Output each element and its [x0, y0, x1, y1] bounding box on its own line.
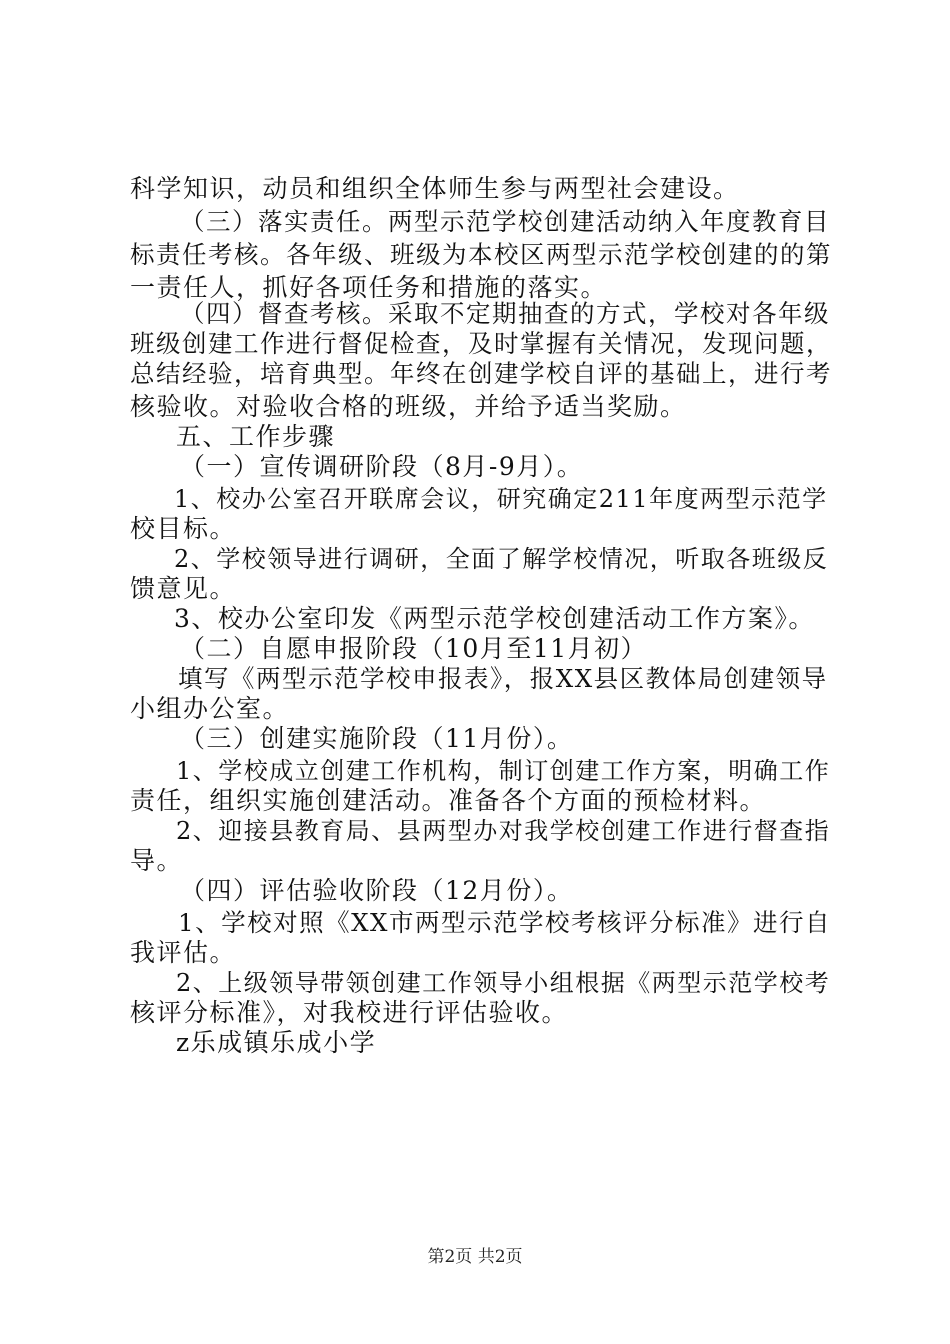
- text-line: （三）落实责任。两型示范学校创建活动纳入年度教育目: [180, 207, 830, 236]
- text-line: 校目标。: [130, 514, 237, 543]
- text-line: 2、学校领导进行调研，全面了解学校情况，听取各班级反: [174, 545, 829, 573]
- text-line: 科学知识，动员和组织全体师生参与两型社会建设。: [130, 174, 740, 203]
- subsection-heading: （四）评估验收阶段（12月份）。: [180, 876, 574, 905]
- text-line: 1、学校对照《XX市两型示范学校考核评分标准》进行自: [178, 908, 831, 937]
- text-line: 我评估。: [130, 938, 237, 967]
- signature-line: z乐成镇乐成小学: [176, 1028, 377, 1057]
- text-line: 标责任考核。各年级、班级为本校区两型示范学校创建的的第: [130, 240, 832, 269]
- text-line: 2、上级领导带领创建工作领导小组根据《两型示范学校考: [176, 969, 831, 997]
- text-line: 1、校办公室召开联席会议，研究确定211年度两型示范学: [174, 485, 828, 513]
- text-line: 一责任人，抓好各项任务和措施的落实。: [130, 273, 608, 302]
- text-line: 填写《两型示范学校申报表》，报XX县区教体局创建领导: [178, 664, 828, 693]
- text-line: 班级创建工作进行督促检查，及时掌握有关情况，发现问题，: [130, 329, 832, 358]
- text-line: 1、学校成立创建工作机构，制订创建工作方案，明确工作: [176, 757, 831, 785]
- subsection-heading: （三）创建实施阶段（11月份）。: [180, 724, 574, 753]
- text-line: 2、迎接县教育局、县两型办对我学校创建工作进行督查指: [176, 817, 831, 845]
- text-line: （四）督查考核。采取不定期抽查的方式，学校对各年级: [180, 299, 830, 328]
- text-line: 3、校办公室印发《两型示范学校创建活动工作方案》。: [174, 604, 815, 633]
- text-line: 馈意见。: [130, 574, 237, 603]
- subsection-heading: （二）自愿申报阶段（10月至11月初）: [180, 634, 648, 663]
- section-heading: 五、工作步骤: [176, 422, 336, 451]
- text-line: 核验收。对验收合格的班级，并给予适当奖励。: [130, 392, 687, 421]
- text-line: 总结经验，培育典型。年终在创建学校自评的基础上，进行考: [130, 359, 832, 388]
- page-footer: 第2页 共2页: [427, 1247, 523, 1267]
- text-line: 小组办公室。: [130, 694, 290, 723]
- text-line: 核评分标准》，对我校进行评估验收。: [130, 998, 569, 1027]
- text-line: 责任，组织实施创建活动。准备各个方面的预检材料。: [130, 786, 767, 815]
- subsection-heading: （一）宣传调研阶段（8月-9月）。: [180, 452, 584, 481]
- text-line: 导。: [130, 846, 184, 875]
